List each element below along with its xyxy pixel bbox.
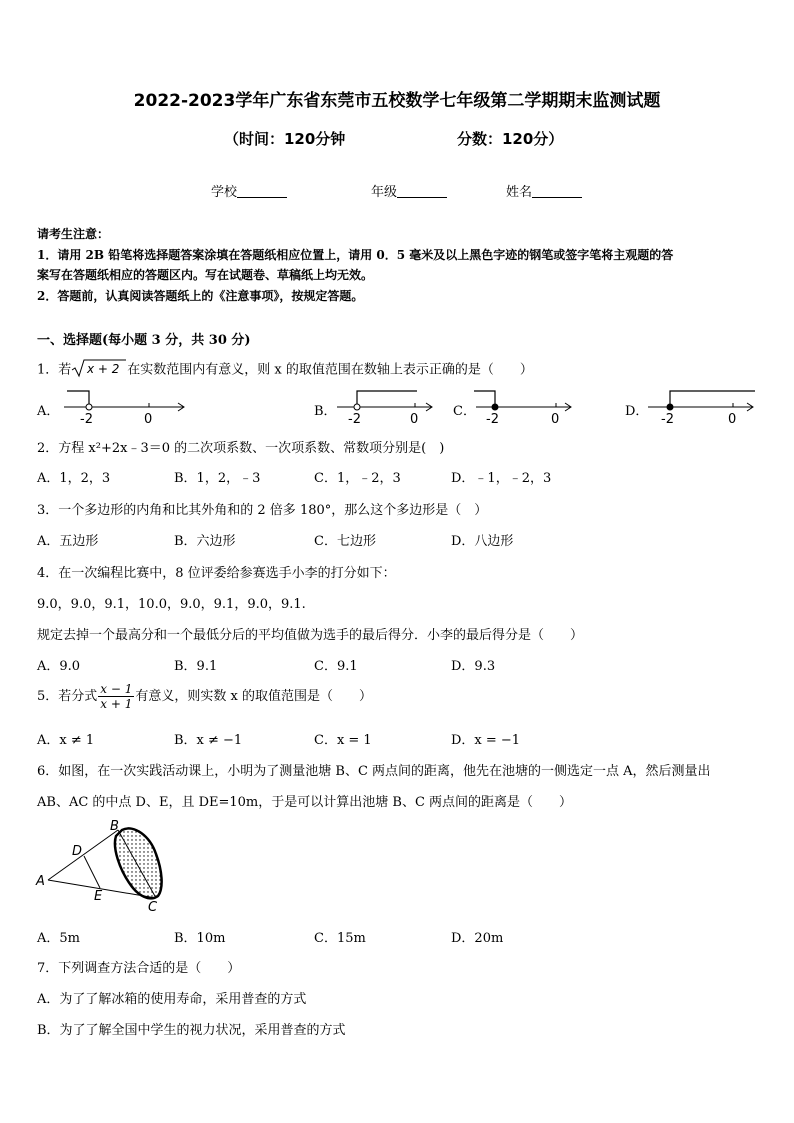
point-a-label: A — [36, 874, 45, 889]
question-4-rule: 规定去掉一个最高分和一个最低分后的平均值做为选手的最后得分．小李的最后得分是（ ） — [37, 628, 584, 643]
radicand: x + 2 — [87, 362, 120, 376]
name-blank[interactable] — [532, 185, 582, 198]
section-heading: 一、选择题(每小题 3 分，共 30 分) — [37, 333, 251, 348]
q6-option-a[interactable]: A．5m — [37, 931, 80, 946]
q1-d-tick-left: -2 — [661, 412, 674, 425]
school-field — [211, 181, 287, 200]
q1-c-tick-right: 0 — [551, 412, 560, 425]
q1-a-tick-right: 0 — [144, 412, 153, 425]
fraction-denominator: x + 1 — [100, 697, 133, 711]
q1-b-tick-left: -2 — [348, 412, 361, 425]
pond-shape — [115, 828, 162, 898]
q6-option-c[interactable]: C．15m — [314, 931, 366, 946]
name-field — [506, 181, 582, 200]
q3-option-a[interactable]: A．五边形 — [37, 534, 99, 549]
q1-option-d-label[interactable]: D． — [625, 404, 649, 419]
sqrt-expression — [71, 358, 127, 382]
q5-option-b[interactable]: B．x ≠ −1 — [174, 733, 243, 748]
notice-line-1b: 案写在答题纸相应的答题区内。写在试题卷、草稿纸上均无效。 — [37, 268, 374, 282]
q5-option-c[interactable]: C．x = 1 — [314, 733, 372, 748]
grade-label: 年级 — [371, 185, 398, 200]
q1-c-tick-left: -2 — [486, 412, 499, 425]
question-3-stem: 3．一个多边形的内角和比其外角和的 2 倍多 180°，那么这个多边形是（ ） — [37, 503, 488, 518]
q7-option-a[interactable]: A．为了了解冰箱的使用寿命，采用普查的方式 — [37, 992, 307, 1007]
notice-line-2: 2．答题前，认真阅读答题纸上的《注意事项》，按规定答题。 — [37, 289, 364, 303]
question-6-stem-2: AB、AC 的中点 D、E，且 DE=10m，于是可以计算出池塘 B、C 两点间的距离是（ ） — [37, 795, 573, 810]
point-e-label: E — [94, 889, 103, 904]
q3-option-d[interactable]: D．八边形 — [451, 534, 514, 549]
q5-option-d[interactable]: D．x = −1 — [451, 733, 521, 748]
school-blank[interactable] — [237, 185, 287, 198]
q6-option-d[interactable]: D．20m — [451, 931, 504, 946]
q1-option-c-numberline[interactable] — [471, 385, 576, 425]
pond-diagram — [34, 818, 174, 914]
q1-a-tick-left: -2 — [80, 412, 93, 425]
point-c-label: C — [148, 900, 158, 914]
notice-line-1a: 1．请用 2B 铅笔将选择题答案涂填在答题纸相应位置上，请用 0．5 毫米及以上黑色字迹的钢笔或签字笔将主观题的答 — [37, 248, 674, 262]
q4-option-b[interactable]: B．9.1 — [174, 659, 218, 674]
grade-field — [371, 181, 447, 200]
q6-option-b[interactable]: B．10m — [174, 931, 226, 946]
q3-option-b[interactable]: B．六边形 — [174, 534, 236, 549]
point-d-label: D — [72, 844, 83, 859]
page-title: 2022-2023学年广东省东莞市五校数学七年级第二学期期末监测试题 — [133, 91, 661, 111]
q1-d-tick-right: 0 — [728, 412, 737, 425]
school-label: 学校 — [211, 185, 238, 200]
q2-option-b[interactable]: B．1，2，﹣3 — [174, 471, 261, 486]
grade-blank[interactable] — [397, 185, 447, 198]
question-6-stem-1: 6．如图，在一次实践活动课上，小明为了测量池塘 B、C 两点间的距离，他先在池塘的一侧选定一点 A，然后测量出 — [37, 764, 711, 779]
q1-option-c-label[interactable]: C． — [453, 404, 476, 419]
fraction-expression — [98, 682, 134, 711]
question-4-stem: 4．在一次编程比赛中，8 位评委给参赛选手小李的打分如下： — [37, 566, 396, 581]
question-1-stem: 1．若 x + 2 在实数范围内有意义，则 x 的取值范围在数轴上表示正确的是（ ） — [37, 358, 533, 382]
question-5-stem: 5．若分式 $\frac{x - 1}{x + 1}$ 有意义，则实数 x 的取值范围是（ ） — [37, 682, 372, 711]
question-4-scores: 9.0，9.0，9.1，10.0，9.0，9.1，9.0，9.1. — [37, 597, 306, 612]
q3-option-c[interactable]: C．七边形 — [314, 534, 376, 549]
q1-b-tick-right: 0 — [410, 412, 419, 425]
question-1-options — [37, 385, 777, 425]
q2-option-a[interactable]: A．1，2，3 — [37, 471, 111, 486]
q1-option-a-label[interactable]: A． — [37, 404, 60, 419]
q5-option-a[interactable]: A．x ≠ 1 — [37, 733, 95, 748]
q1-option-a-numberline[interactable] — [59, 385, 189, 425]
q4-option-a[interactable]: A．9.0 — [37, 659, 81, 674]
fraction-numerator: x − 1 — [100, 682, 133, 696]
question-7-stem: 7．下列调查方法合适的是（ ） — [37, 961, 241, 976]
q4-option-c[interactable]: C．9.1 — [314, 659, 358, 674]
q1-option-b-numberline[interactable] — [332, 385, 437, 425]
q2-option-c[interactable]: C．1，﹣2，3 — [314, 471, 401, 486]
score-label: 分数：120分） — [457, 130, 564, 148]
notice-heading: 请考生注意： — [37, 227, 110, 241]
time-label: （时间：120分钟 — [224, 130, 346, 148]
q1-option-b-label[interactable]: B． — [314, 404, 337, 419]
question-2-stem: 2．方程 x²+2x﹣3＝0 的二次项系数、一次项系数、常数项分别是( ) — [37, 441, 445, 456]
q1-option-d-numberline[interactable] — [643, 385, 758, 425]
name-label: 姓名 — [506, 185, 533, 200]
q4-option-d[interactable]: D．9.3 — [451, 659, 496, 674]
point-b-label: B — [110, 819, 119, 834]
q2-option-d[interactable]: D．﹣1，﹣2，3 — [451, 471, 552, 486]
q7-option-b[interactable]: B．为了了解全国中学生的视力状况，采用普查的方式 — [37, 1023, 346, 1038]
